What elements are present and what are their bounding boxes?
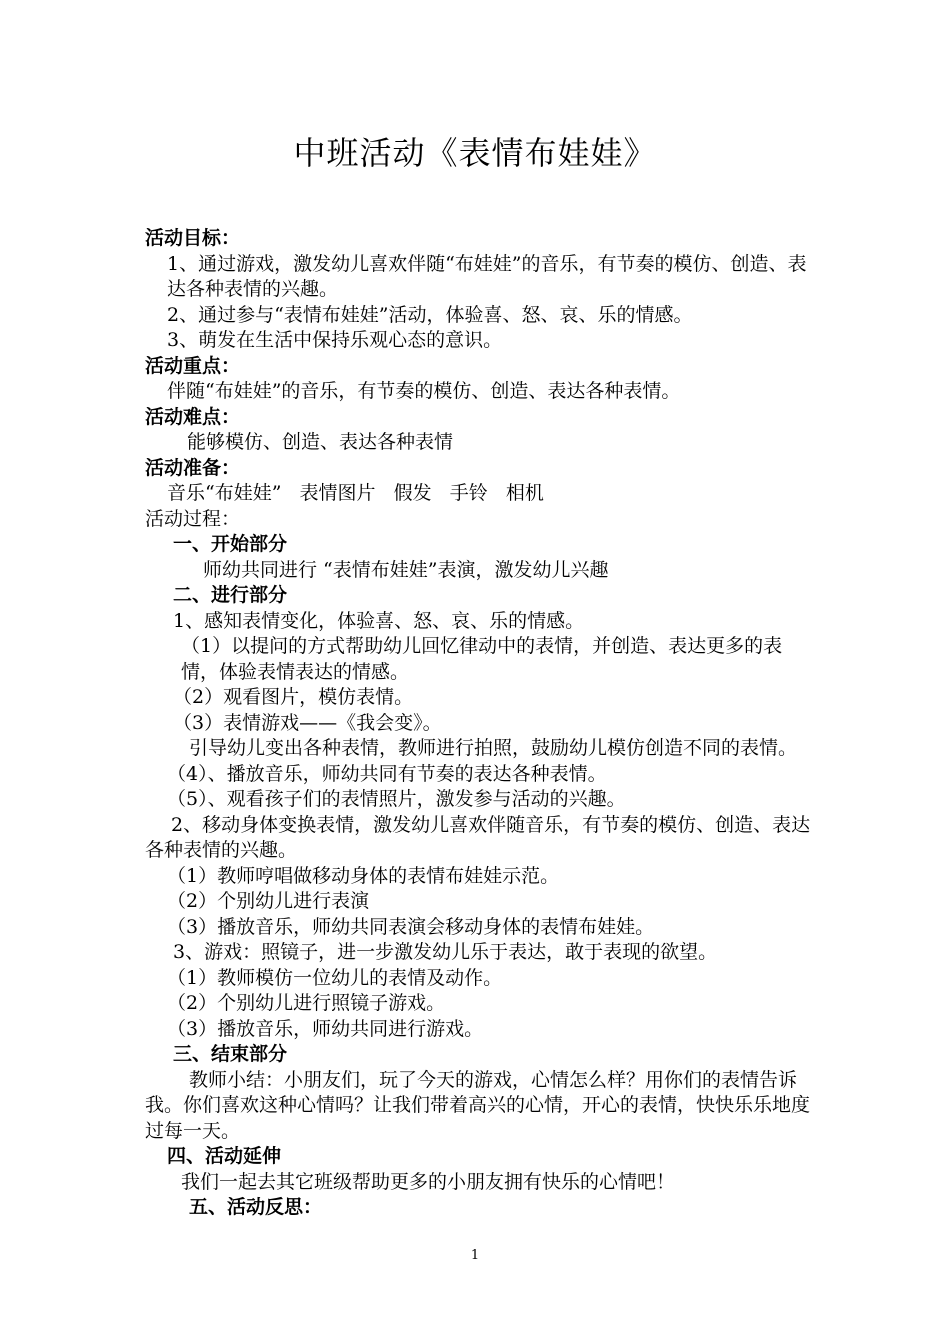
process-heading: 活动过程： [145, 507, 241, 530]
part2-item-2-1: （1）教师哼唱做移动身体的表情布娃娃示范。 [167, 864, 560, 887]
part3-heading: 三、结束部分 [173, 1043, 288, 1065]
goal-item-3: 3、萌发在生活中保持乐观心态的意识。 [167, 329, 503, 351]
part3-text: 教师小结：小朋友们，玩了今天的游戏，心情怎么样？用你们的表情告诉我。你们喜欢这种心情吗？让我们带着高兴的心情，开心的表情，快快乐乐地度过每一天。 [145, 1068, 811, 1142]
part4-text: 我们一起去其它班级帮助更多的小朋友拥有快乐的心情吧！ [181, 1170, 676, 1193]
goal-item-2: 2、通过参与“表情布娃娃”活动，体验喜、怒、哀、乐的情感。 [167, 303, 693, 326]
part4-heading: 四、活动延伸 [167, 1145, 282, 1167]
part2-item-2-3: （3）播放音乐，师幼共同表演会移动身体的表情布娃娃。 [167, 915, 655, 938]
part2-item-1: 1、感知表情变化，体验喜、怒、哀、乐的情感。 [173, 609, 585, 632]
part2-item-2: 2、移动身体变换表情，激发幼儿喜欢伴随音乐，有节奏的模仿、创造、表达各种表情的兴趣。 [145, 813, 811, 861]
part2-item-1-3: （3）表情游戏——《我会变》。 [173, 711, 442, 734]
document-body [145, 226, 815, 1221]
part2-item-1-4: （4）、播放音乐，师幼共同有节奏的表达各种表情。 [167, 762, 607, 785]
goal-item-1: 1、通过游戏，激发幼儿喜欢伴随“布娃娃”的音乐，有节奏的模仿、创造、表达各种表情的兴趣。 [167, 252, 807, 300]
part2-item-3-3: （3）播放音乐，师幼共同进行游戏。 [167, 1017, 484, 1040]
part2-item-1-5: （5）、观看孩子们的表情照片，激发参与活动的兴趣。 [167, 788, 626, 810]
part5-heading: 五、活动反思： [189, 1196, 323, 1218]
part2-item-1-1: （1）以提问的方式帮助幼儿回忆律动中的表情，并创造、表达更多的表情，体验表情表达的情感。 [181, 635, 783, 683]
part2-item-3-1: （1）教师模仿一位幼儿的表情及动作。 [167, 966, 503, 989]
difficulty-heading: 活动难点： [145, 405, 241, 428]
part2-item-1-2: （2）观看图片，模仿表情。 [173, 686, 414, 708]
document-title: 中班活动《表情布娃娃》 [293, 134, 657, 172]
part2-heading: 二、进行部分 [173, 584, 288, 606]
part2-item-3-2: （2）个别幼儿进行照镜子游戏。 [167, 992, 446, 1014]
preparation-text: 音乐“布娃娃” 表情图片 假发 手铃 相机 [167, 482, 544, 504]
part1-heading: 一、开始部分 [173, 533, 288, 555]
part2-item-3: 3、游戏：照镜子，进一步激发幼儿乐于表达，敢于表现的欲望。 [173, 941, 718, 963]
key-points-text: 伴随“布娃娃”的音乐，有节奏的模仿、创造、表达各种表情。 [167, 380, 681, 402]
part1-text: 师幼共同进行 “表情布娃娃”表演，激发幼儿兴趣 [203, 558, 609, 581]
part2-item-2-2: （2）个别幼儿进行表演 [167, 890, 370, 912]
goals-heading: 活动目标： [145, 227, 241, 249]
difficulty-text: 能够模仿、创造、表达各种表情 [187, 431, 454, 453]
key-points-heading: 活动重点： [145, 354, 241, 377]
preparation-heading: 活动准备： [145, 456, 241, 479]
part2-item-1-3-text: 引导幼儿变出各种表情，教师进行拍照，鼓励幼儿模仿创造不同的表情。 [189, 737, 798, 759]
page-number: 1 [470, 1248, 480, 1263]
